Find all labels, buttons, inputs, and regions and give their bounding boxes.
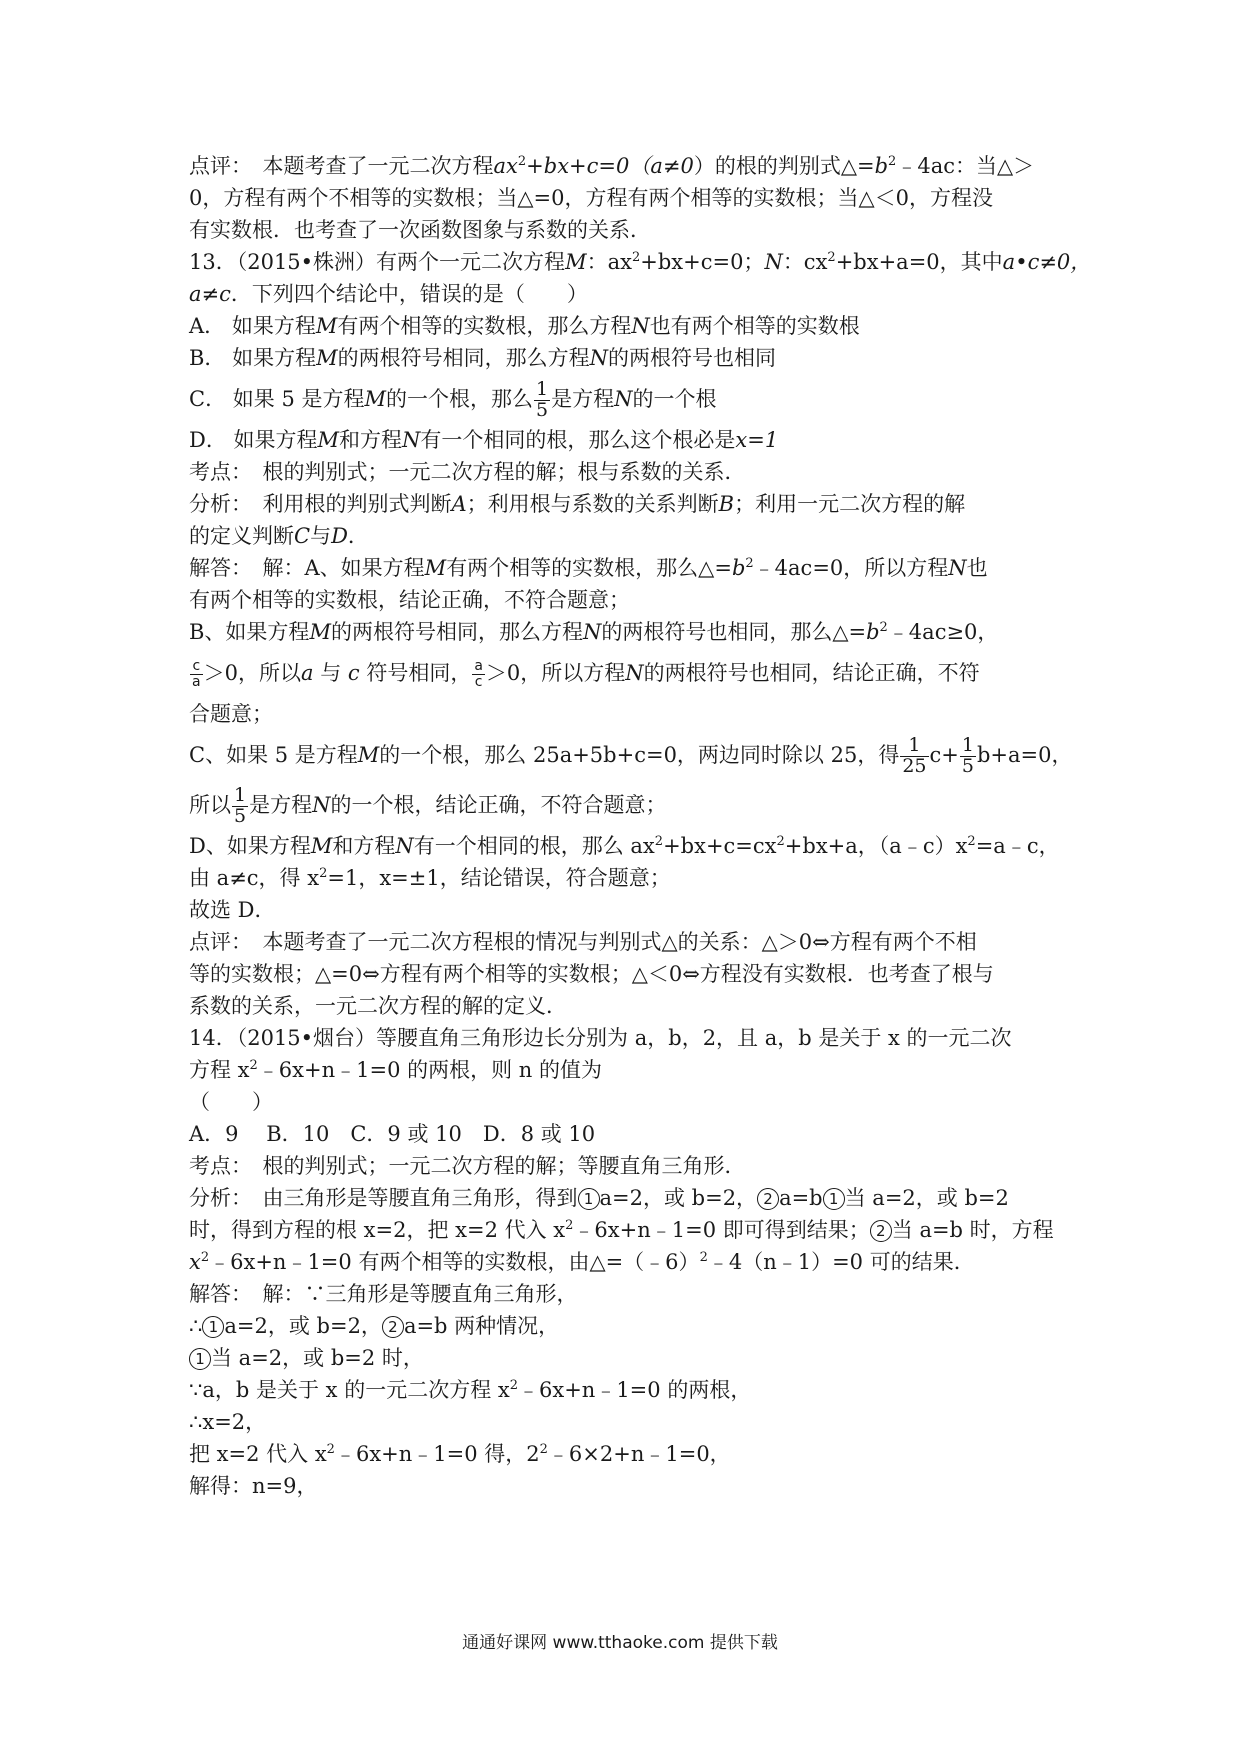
fraction: $\frac{1}{5}$ (536, 378, 549, 421)
fraction: $\frac{1}{5}$ (234, 784, 247, 827)
label-comment: 点评： (189, 154, 242, 178)
label-keypoint: 考点： (189, 1154, 242, 1178)
comment-line: 点评： 本题考查了一元二次方程根的情况与判别式△的关系：△＞0⇔方程有两个不相 (189, 930, 977, 954)
text-line: （ ） (189, 1090, 273, 1114)
text-line: 时，得到方程的根 x=2，把 x=2 代入 $x^2﹣6x+n﹣1=0$ 即可得到结果； 2 当 a=b 时，方程 (189, 1218, 1054, 1242)
circled-number: 1 (202, 1316, 224, 1338)
solution-line: 解答： 解：∵三角形是等腰直角三角形， (189, 1282, 578, 1306)
text-line: 方程 $x^2﹣6x+n﹣1=0$ 的两根，则 n 的值为 (189, 1058, 603, 1082)
options-line: A．9 B．10 C．9 或 10 D．8 或 10 (189, 1122, 596, 1146)
text-line: 所以 $\frac{1}{5}$ 是方程N的一个根，结论正确，不符合题意； (189, 784, 667, 827)
document-body (189, 150, 1092, 1502)
keypoint-line: 考点： 根的判别式；一元二次方程的解；根与系数的关系． (189, 460, 746, 484)
fraction: $\frac{a}{c}$ (474, 658, 483, 690)
label-keypoint: 考点： (189, 460, 242, 484)
label-solution: 解答： (189, 1282, 242, 1306)
text-line: 解得：n=9， (189, 1474, 318, 1498)
text-line: 0，方程有两个不相等的实数根；当△=0，方程有两个相等的实数根；当△＜0，方程没 (189, 186, 993, 210)
text-line: 合题意； (189, 702, 273, 726)
keypoint-line: 考点： 根的判别式；一元二次方程的解；等腰直角三角形． (189, 1154, 746, 1178)
text-line: 有两个相等的实数根，结论正确，不符合题意； (189, 588, 630, 612)
circled-number: 2 (870, 1220, 892, 1242)
label-comment: 点评： (189, 930, 242, 954)
text-line: 有实数根．也考查了一次函数图象与系数的关系． (189, 218, 651, 242)
comment-line: 点评： 本题考查了一元二次方程$ax^2+bx+c=0(a\ne 0)$的根的判别式$\triangle=b^2﹣4ac$：当△＞ (189, 154, 1035, 178)
option-a: A． 如果方程M有两个相等的实数根，那么方程N也有两个相等的实数根 (189, 314, 860, 338)
analysis-line: 分析： 由三角形是等腰直角三角形，得到 1 a=2，或 b=2， 2 a=b 1 当 a=2，或 b=2 (189, 1186, 1009, 1210)
text-line: C、如果 5 是方程M的一个根，那么 25a+5b+c=0，两边同时除以 25，得 $\frac{1}{25}$ c+ $\frac{1}{5}$ b+a=0， (189, 734, 1073, 777)
label-analysis: 分析： (189, 1186, 242, 1210)
text-line: $\frac{c}{a}$ ＞0，所以a 与 c 符号相同， $\frac{a}{c}$ ＞0，所以方程N的两根符号也相同，结论正确，不符 (192, 658, 980, 690)
label-solution: 解答： (189, 556, 242, 580)
text-line: 1 当 a=2，或 b=2 时， (189, 1342, 1069, 1374)
question-14-stem: 14．（2015•烟台）等腰直角三角形边长分别为 a，b，2，且 a，b 是关于 x 的一元二次 (189, 1026, 1012, 1050)
fraction: $\frac{c}{a}$ (192, 658, 201, 690)
text-line: ∴ 1 a=2，或 b=2， 2 a=b 两种情况， (189, 1314, 560, 1338)
text-line: a≠c．下列四个结论中，错误的是（ ） (189, 282, 588, 306)
text-line: 的定义判断C与D． (189, 524, 369, 548)
circled-number: 2 (382, 1316, 404, 1338)
label-analysis: 分析： (189, 492, 242, 516)
option-b: B． 如果方程M的两根符号相同，那么方程N的两根符号也相同 (189, 346, 777, 370)
fraction: $\frac{1}{25}$ (902, 734, 927, 777)
text-line: 故选 D． (189, 898, 276, 922)
text-line: 等的实数根；△=0⇔方程有两个相等的实数根；△＜0⇔方程没有实数根．也考查了根与 (189, 962, 994, 986)
text-line: 由 a≠c，得 $x^2=1$，x=±1，结论错误，符合题意； (189, 866, 671, 890)
text-line: $x^2﹣6x+n﹣1=0$ 有两个相等的实数根，由△=（﹣6）$^2$﹣4（n﹣1）=0 可的结果． (189, 1250, 975, 1274)
solution-line: 解答： 解：A、如果方程M有两个相等的实数根，那么$\triangle=b^2﹣4ac=0$，所以方程N也 (189, 556, 988, 580)
text-line: D、如果方程M和方程N有一个相同的根，那么 $ax^2+bx+c=cx^2+bx+a$，$(a﹣c)x^2=a﹣c$， (189, 834, 1060, 858)
circled-number: 2 (757, 1188, 779, 1210)
question-13-stem: 13．（2015•株洲）有两个一元二次方程M：$ax^2+bx+c=0$；N：$cx^2+bx+a=0$，其中a•c≠0， (189, 250, 1092, 274)
text-line: B、如果方程M的两根符号相同，那么方程N的两根符号也相同，那么$\triangle=b^2﹣4ac\ge 0$， (189, 620, 999, 644)
fraction: $\frac{1}{5}$ (961, 734, 974, 777)
option-d: D． 如果方程M和方程N有一个相同的根，那么这个根必是x=1 (189, 428, 779, 452)
footer-text: 通通好课网 www.tthaoke.com 提供下载 (462, 1633, 778, 1653)
option-c: C． 如果 5 是方程M的一个根，那么 $\frac{1}{5}$ 是方程N的一个根 (189, 378, 717, 421)
circled-number: 1 (823, 1188, 845, 1210)
text-line: ∵a，b 是关于 x 的一元二次方程 $x^2﹣6x+n﹣1=0$ 的两根， (189, 1378, 752, 1402)
text-line: 把 x=2 代入 $x^2﹣6x+n﹣1=0$ 得，$2^2﹣6\times 2+n﹣1=0$， (189, 1442, 731, 1466)
text-line: ∴x=2， (189, 1410, 267, 1434)
analysis-line: 分析： 利用根的判别式判断A；利用根与系数的关系判断B；利用一元二次方程的解 (189, 492, 966, 516)
text-line: 系数的关系，一元二次方程的解的定义． (189, 994, 567, 1018)
circled-number: 1 (578, 1188, 600, 1210)
circled-number: 1 (189, 1348, 211, 1370)
